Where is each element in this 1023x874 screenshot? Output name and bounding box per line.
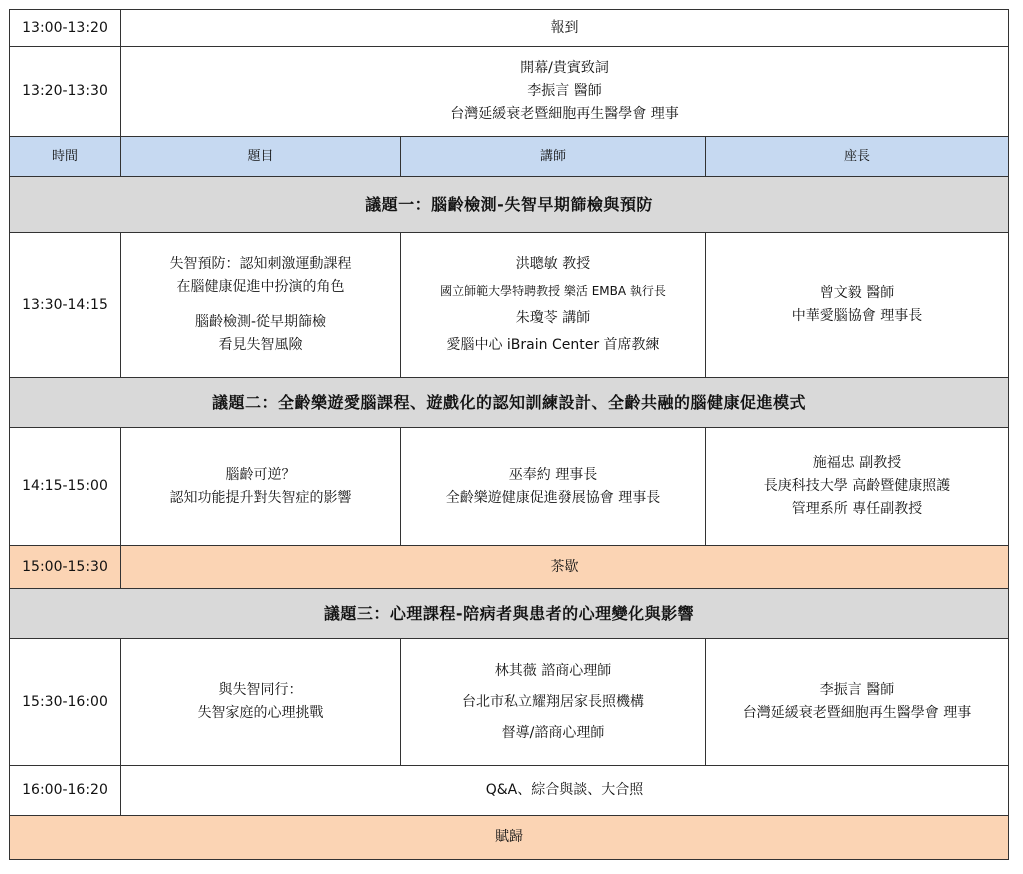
time-cell: 13:00-13:20 [10,10,121,47]
closing-cell: 賦歸 [10,816,1009,860]
session-2-speakers [401,428,706,546]
opening-speaker: 李振言 醫師 [527,83,602,99]
opening-affiliation: 台灣延緩衰老暨細胞再生醫學會 理事 [450,106,679,122]
speaker-affiliation: 國立師範大學特聘教授 樂活 EMBA 執行長 [440,284,666,298]
chair-name: 曾文毅 醫師 [819,285,895,301]
topic-line: 腦齡可逆？ [225,466,296,483]
header-time: 時間 [10,137,121,177]
topic-row-1 [10,177,1009,233]
row-closing [10,816,1009,860]
chair-affiliation: 中華愛腦協會 理事長 [791,308,923,324]
session-3-speakers [401,639,706,766]
topic-line: 看見失智風險 [218,337,303,353]
session-1-chair [706,233,1009,378]
topic-line: 腦齡檢測-從早期篩檢 [194,314,327,330]
time-cell: 15:30-16:00 [10,639,121,766]
topic-title-2: 議題二：全齡樂遊愛腦課程、遊戲化的認知訓練設計、全齡共融的腦健康促進模式 [10,378,1009,428]
session-row-1 [10,233,1009,378]
topic-row-2 [10,378,1009,428]
tea-break-cell: 茶歇 [121,546,1009,589]
time-cell: 13:20-13:30 [10,47,121,137]
opening-cell [121,47,1009,137]
time-cell: 16:00-16:20 [10,766,121,816]
session-row-3 [10,639,1009,766]
chair-affiliation: 長庚科技大學 高齡暨健康照護 [763,478,951,494]
session-3-topic [121,639,401,766]
time-cell: 15:00-15:30 [10,546,121,589]
speaker-name: 巫奉約 理事長 [508,466,598,483]
time-cell: 14:15-15:00 [10,428,121,546]
header-topic: 題目 [121,137,401,177]
header-row [10,137,1009,177]
topic-line: 失智家庭的心理挑戰 [197,705,324,721]
row-opening [10,47,1009,137]
speaker-affiliation: 台北市私立耀翔居家長照機構 [462,693,644,710]
session-1-topic [121,233,401,378]
row-tea-break [10,546,1009,589]
checkin-cell: 報到 [121,10,1009,47]
chair-affiliation: 管理系所 專任副教授 [791,501,923,517]
topic-line: 認知功能提升對失智症的影響 [169,489,352,506]
header-speaker: 講師 [401,137,706,177]
speaker-affiliation: 愛腦中心 iBrain Center 首席教練 [446,337,660,353]
topic-title-3: 議題三：心理課程-陪病者與患者的心理變化與影響 [10,589,1009,639]
time-cell: 13:30-14:15 [10,233,121,378]
speaker-name: 林其薇 諮商心理師 [494,662,612,679]
row-qa [10,766,1009,816]
chair-affiliation: 台灣延緩衰老暨細胞再生醫學會 理事 [742,705,972,721]
session-2-chair [706,428,1009,546]
agenda-table [9,9,1009,860]
session-row-2 [10,428,1009,546]
topic-line: 在腦健康促進中扮演的角色 [176,279,345,295]
topic-row-3 [10,589,1009,639]
opening-title: 開幕/貴賓致詞 [520,60,609,76]
header-chair: 座長 [706,137,1009,177]
chair-name: 李振言 醫師 [819,682,895,698]
session-1-speakers [401,233,706,378]
speaker-name: 洪聰敏 教授 [515,256,591,272]
chair-name: 施福忠 副教授 [812,455,902,471]
row-checkin [10,10,1009,47]
topic-title-1: 議題一：腦齡檢測-失智早期篩檢與預防 [10,177,1009,233]
qa-cell: Q&A、綜合與談、大合照 [121,766,1009,816]
session-2-topic [121,428,401,546]
session-3-chair [706,639,1009,766]
topic-line: 與失智同行： [218,682,303,698]
speaker-affiliation: 全齡樂遊健康促進發展協會 理事長 [445,489,661,506]
topic-line: 失智預防：認知刺激運動課程 [169,256,352,272]
speaker-name: 朱瓊苓 講師 [515,310,591,326]
speaker-affiliation: 督導/諮商心理師 [501,724,605,741]
